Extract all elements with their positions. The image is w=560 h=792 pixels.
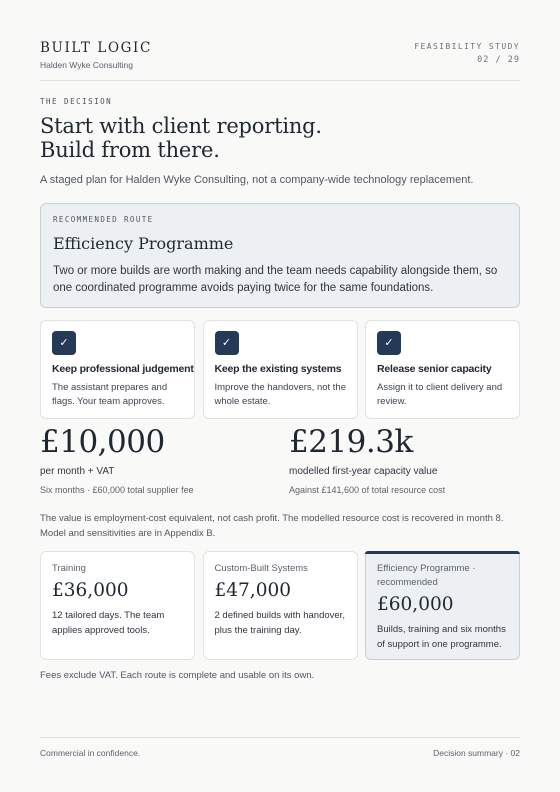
feature-card-capacity	[365, 320, 520, 419]
option-card-training	[40, 551, 195, 660]
value-explanation: The value is employment-cost equivalent, not cash profit. The modelled resource cost is recovered in month 8. Model and sensitivities are in Appendix B.	[40, 513, 504, 539]
feature-card-judgement	[40, 320, 195, 419]
feature-title: Release senior capacity	[377, 363, 492, 375]
check-icon: ✓	[52, 331, 76, 355]
feature-title: Keep professional judgement	[52, 363, 194, 375]
option-name: Custom-Built Systems	[214, 563, 308, 574]
feature-title: Keep the existing systems	[214, 363, 342, 375]
feature-card-systems	[203, 320, 358, 419]
option-name: Training	[52, 563, 86, 574]
check-icon: ✓	[377, 331, 401, 355]
option-price: £60,000	[377, 594, 454, 615]
lede-text: A staged plan for Halden Wyke Consulting, not a company-wide technology replacement.	[40, 174, 474, 186]
header-divider	[40, 80, 520, 81]
option-description: 12 tailored days. The team applies approved tools.	[52, 610, 165, 636]
option-card-custom-systems	[203, 551, 358, 660]
option-description: 2 defined builds with handover, plus the training day.	[214, 610, 345, 636]
recommended-route-panel	[40, 203, 520, 308]
feature-body: Assign it to client delivery and review.	[377, 382, 503, 407]
page-title	[40, 114, 322, 162]
client-name: Halden Wyke Consulting	[40, 60, 133, 70]
fees-note: Fees exclude VAT. Each route is complete and usable on its own.	[40, 670, 315, 681]
section-eyebrow: THE DECISION	[40, 97, 113, 106]
footer-confidentiality: Commercial in confidence.	[40, 748, 141, 758]
check-icon: ✓	[215, 331, 239, 355]
monthly-fee-note: Six months · £60,000 total supplier fee	[40, 485, 194, 495]
option-card-efficiency-programme	[365, 551, 520, 660]
recommended-title: Efficiency Programme	[53, 234, 234, 253]
recommended-body: Two or more builds are worth making and the team needs capability alongside them, so one coordinated programme avoids paying twice for the same foundations.	[53, 265, 498, 294]
capacity-value-label: modelled first-year capacity value	[289, 466, 438, 477]
recommended-eyebrow: RECOMMENDED ROUTE	[53, 215, 154, 224]
capacity-value-note: Against £141,600 of total resource cost	[289, 485, 446, 495]
footer-page-label: Decision summary · 02	[433, 748, 520, 758]
option-name: Efficiency Programme · recommended	[377, 563, 476, 588]
feature-body: The assistant prepares and flags. Your team approves.	[52, 382, 168, 407]
title-line-2: Build from there.	[40, 138, 220, 162]
capacity-value-figure: £219.3k	[289, 424, 413, 460]
option-price: £36,000	[52, 580, 129, 601]
footer-divider	[40, 737, 520, 738]
page-number: 02 / 29	[477, 55, 520, 65]
document-type: FEASIBILITY STUDY	[414, 42, 520, 51]
feature-body: Improve the handovers, not the whole estate.	[214, 382, 346, 407]
option-price: £47,000	[214, 580, 292, 601]
monthly-fee-label: per month + VAT	[40, 466, 115, 477]
brand-name: BUILT LOGIC	[40, 40, 152, 56]
title-line-1: Start with client reporting.	[40, 114, 322, 138]
monthly-fee-figure: £10,000	[40, 424, 165, 460]
option-description: Builds, training and six months of support in one programme.	[377, 624, 506, 650]
